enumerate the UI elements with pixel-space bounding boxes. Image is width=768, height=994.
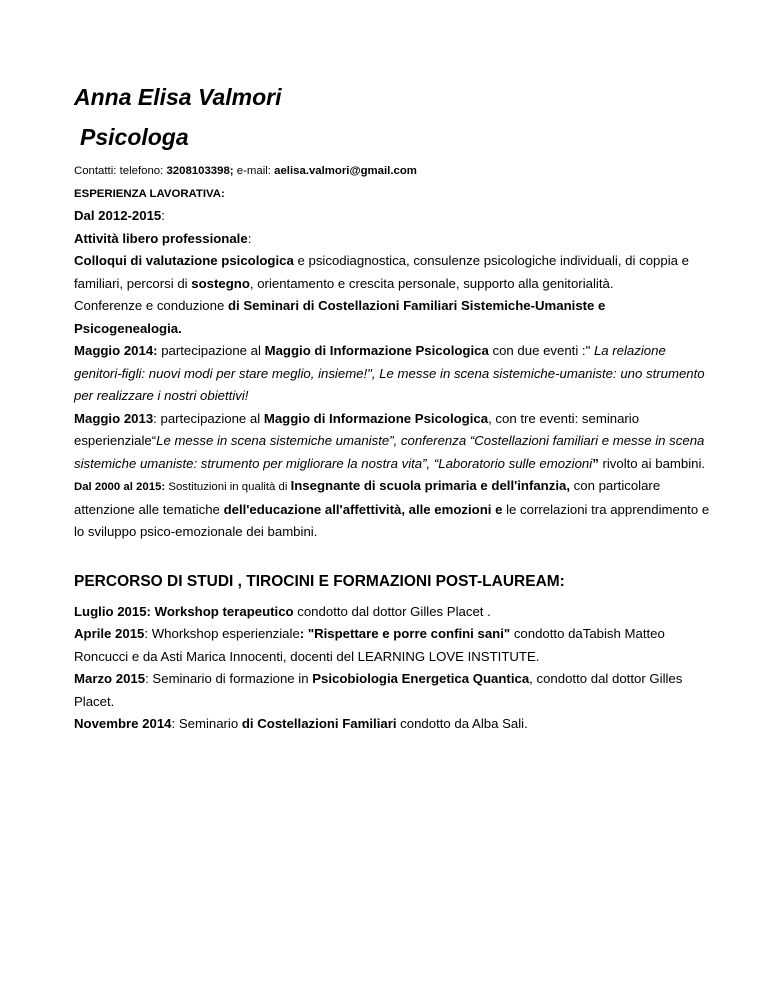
- email-address: aelisa.valmori@gmail.com: [274, 165, 417, 177]
- experience-paragraph-insegnante: Dal 2000 al 2015: Sostituzioni in qualità di Insegnante di scuola primaria e dell'infanzia, con particolare attenzione alle tematiche dell'educazione all'affettività, alle emozioni e le correlazioni tra apprendimento e lo sviluppo psico-emozionale dei bambini.: [74, 478, 710, 539]
- studies-entry-luglio-2015: Luglio 2015: Workshop terapeutico condotto dal dottor Gilles Placet .: [74, 603, 491, 619]
- experience-period: Dal 2012-2015:: [74, 208, 165, 223]
- experience-paragraph-maggio-2014: Maggio 2014: partecipazione al Maggio di Informazione Psicologica con due eventi :" La relazione genitori-figli: nuovi modi per stare meglio, insieme!", Le messe in scena sistemiche-umaniste: uno strumento per realizzare i nostri obiettivi!: [74, 343, 705, 403]
- person-role: Psicologa: [80, 124, 189, 150]
- experience-heading: ESPERIENZA LAVORATIVA:: [74, 187, 225, 200]
- studies-entry-aprile-2015: Aprile 2015: Whorkshop esperienziale: "Rispettare e porre confini sani" condotto daTabish Matteo Roncucci e da Asti Marica Innocenti, docenti del LEARNING LOVE INSTITUTE.: [74, 626, 665, 664]
- person-name: Anna Elisa Valmori: [74, 84, 282, 110]
- contacts-prefix: Contatti: telefono:: [74, 165, 167, 177]
- studies-heading: PERCORSO DI STUDI , TIROCINI E FORMAZIONI POST-LAUREAM:: [74, 572, 565, 590]
- email-prefix: e-mail:: [233, 165, 275, 177]
- studies-entry-marzo-2015: Marzo 2015: Seminario di formazione in Psicobiologia Energetica Quantica, condotto dal dottor Gilles Placet.: [74, 671, 683, 709]
- experience-paragraph-conferenze: Conferenze e conduzione di Seminari di Costellazioni Familiari Sistemiche-Umaniste e Psicogenealogia.: [74, 298, 606, 336]
- studies-entry-novembre-2014: Novembre 2014: Seminario di Costellazioni Familiari condotto da Alba Sali.: [74, 716, 528, 731]
- cv-content: [74, 160, 714, 736]
- experience-paragraph-colloqui: Colloqui di valutazione psicologica e psicodiagnostica, consulenze psicologiche individuali, di coppia e familiari, percorsi di sostegno, orientamento e crescita personale, supporto alla genitorialità.: [74, 253, 689, 291]
- experience-paragraph-maggio-2013: Maggio 2013: partecipazione al Maggio di Informazione Psicologica, con tre eventi: seminario esperienziale“Le messe in scena sistemiche umaniste”, conferenza “Costellazioni familiari e messe in scena sistemiche umaniste: strumento per migliorare la nostra vita”, “Laboratorio sulle emozioni” rivolto ai bambini.: [74, 410, 706, 471]
- phone-number: 3208103398;: [166, 165, 234, 177]
- experience-activity: Attività libero professionale:: [74, 230, 252, 246]
- contacts-line: [74, 160, 714, 183]
